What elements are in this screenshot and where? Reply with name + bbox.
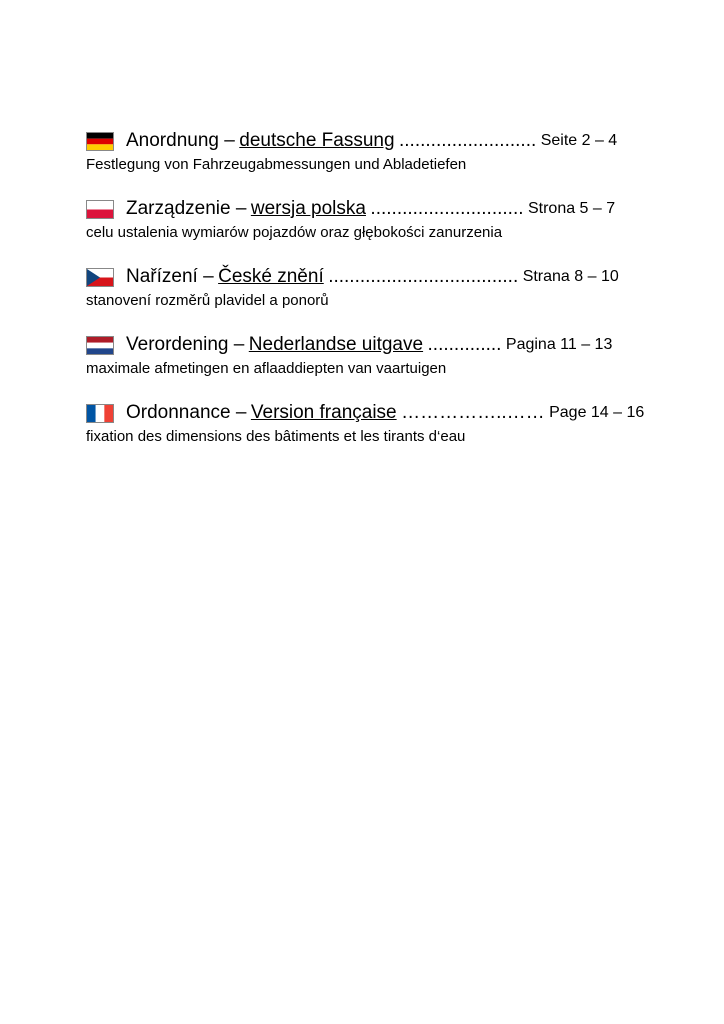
leader-dots: ............................. [370,198,524,219]
entry-title: Verordening – [126,334,245,355]
table-of-contents [86,126,646,466]
leader-dots: .......................... [399,130,537,151]
language-version-link[interactable]: Nederlandse uitgave [248,334,424,355]
entry-title: Anordnung – [126,130,235,151]
page-range: Strana 8 – 10 [522,268,619,285]
toc-entry-french [86,398,646,446]
entry-title: Ordonnance – [126,402,247,423]
leader-dots: .................................... [328,266,519,287]
page-range: Pagina 11 – 13 [505,336,613,353]
toc-entry-line [86,398,646,428]
toc-entry-polish [86,194,646,242]
entry-subtitle: stanovení rozměrů plavidel a ponorů [86,292,329,309]
language-version-link[interactable]: deutsche Fassung [239,130,395,151]
entry-subtitle: fixation des dimensions des bâtiments et les tirants d‘eau [86,428,466,445]
toc-entry-line [86,262,646,292]
entry-title: Zarządzenie – [126,198,247,219]
toc-entry-german [86,126,646,174]
dutch-flag-icon [86,336,114,355]
toc-entry-line [86,126,646,156]
entry-subtitle: maximale afmetingen en aflaaddiepten van vaartuigen [86,360,447,377]
toc-entry-line [86,330,646,360]
language-version-link[interactable]: Version française [250,402,397,423]
page-range: Strona 5 – 7 [527,200,616,217]
language-version-link[interactable]: wersja polska [250,198,366,219]
entry-title: Nařízení – [126,266,214,287]
toc-entry-dutch [86,330,646,378]
leader-dots: .............. [427,334,502,355]
toc-entry-line [86,194,646,224]
czech-flag-icon [86,268,114,287]
page-range: Seite 2 – 4 [540,132,618,149]
language-version-link[interactable]: České znění [218,266,324,287]
page-range: Page 14 – 16 [549,404,645,421]
french-flag-icon [86,404,114,423]
polish-flag-icon [86,200,114,219]
leader-dots: ……………..…… [401,402,545,423]
entry-subtitle: Festlegung von Fahrzeugabmessungen und Abladetiefen [86,156,467,173]
entry-subtitle: celu ustalenia wymiarów pojazdów oraz głębokości zanurzenia [86,224,503,241]
toc-entry-czech [86,262,646,310]
german-flag-icon [86,132,114,151]
